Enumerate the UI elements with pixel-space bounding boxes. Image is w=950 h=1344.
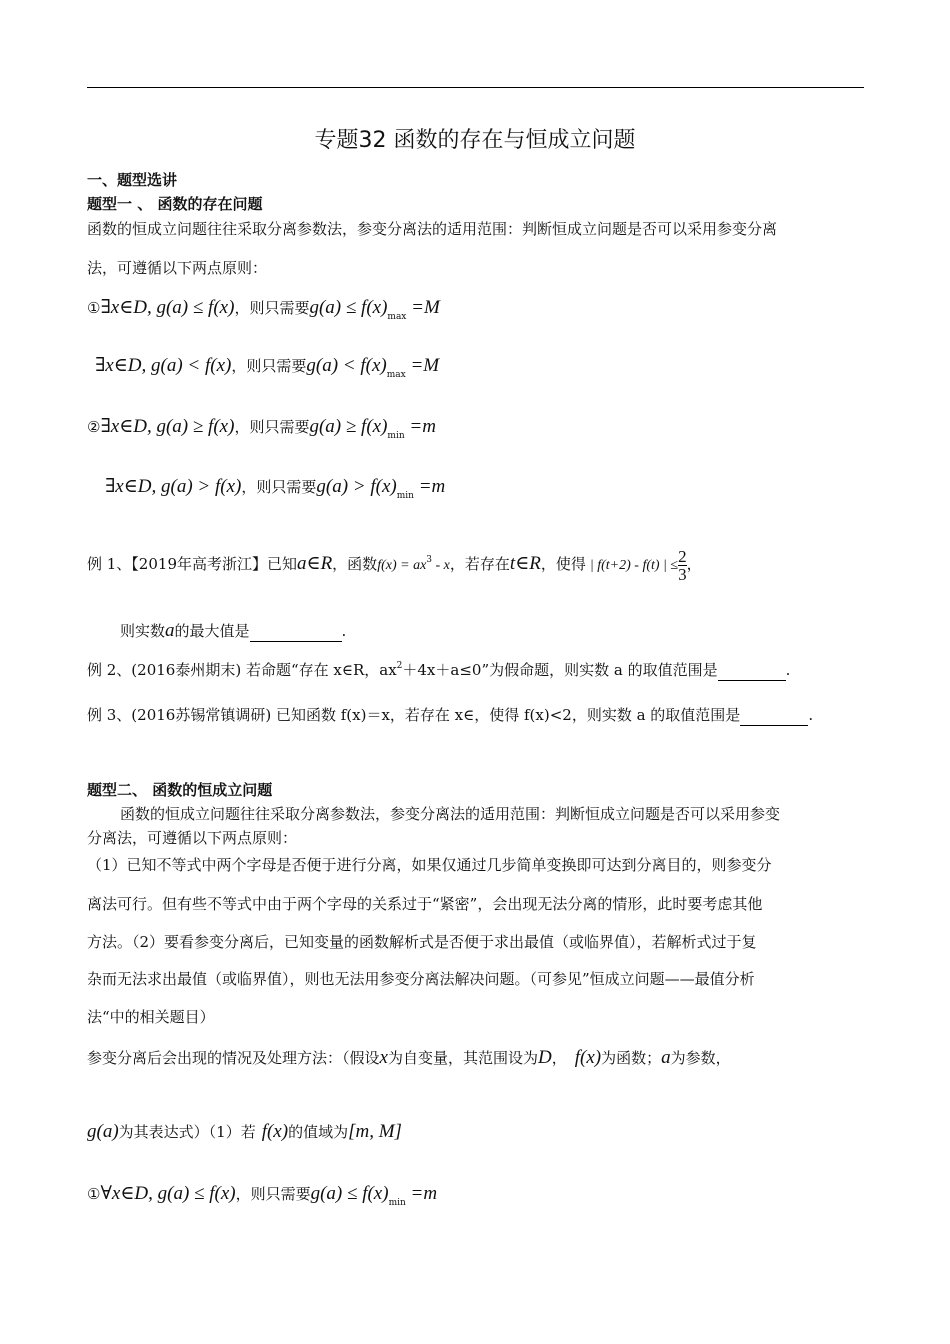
ex3-end: .	[808, 706, 814, 724]
rule-subscript: min	[388, 1198, 406, 1208]
example-2	[87, 656, 790, 681]
rule-text: ，则只需要	[234, 299, 310, 317]
ex1-a-in-r: a∈R	[297, 553, 333, 574]
p8-var-d: D	[537, 1047, 552, 1068]
ex1-function: f(x) = ax	[377, 558, 427, 573]
p8-var-a: a	[661, 1047, 671, 1068]
rule-5	[87, 1180, 437, 1217]
type2-para-line9	[87, 1118, 402, 1146]
rule-subscript: max	[387, 312, 407, 322]
rule-text: ，则只需要	[231, 357, 307, 375]
type2-para-line5: 方法。（2）要看参变分离后，已知变量的函数解析式是否便于求出最值（或临界值），若解析式过于复	[87, 933, 757, 951]
type1-intro-line2: 法，可遵循以下两点原则：	[87, 259, 268, 277]
p8-text-1: 参变分离后会出现的情况及处理方法：（假设	[87, 1049, 380, 1067]
p9-func-fx: f(x)	[261, 1121, 289, 1142]
rule-condition: ∃x∈D, g(a) < f(x)	[95, 355, 232, 376]
ex1-exist-text: ，若存在	[449, 555, 510, 573]
ex1-fraction	[678, 548, 687, 583]
ex1-t-in-r: t∈R	[509, 553, 541, 574]
rule-result: g(a) ≤ f(x)	[309, 297, 388, 318]
rule-condition: ∃x∈D, g(a) ≤ f(x)	[100, 297, 235, 318]
rule-result: g(a) < f(x)	[306, 355, 387, 376]
type2-para-line4: 离法可行。但有些不等式中由于两个字母的关系过于“紧密”，会出现无法分离的情形，此时要考虑其他	[87, 895, 763, 913]
type2-para-line3: （1）已知不等式中两个字母是否便于进行分离，如果仅通过几步简单变换即可达到分离目的，则参变分	[87, 856, 772, 874]
rule-2	[95, 352, 439, 389]
rule-tail: =M	[406, 297, 440, 318]
ex2-end: .	[785, 661, 791, 679]
rule-tail: =m	[404, 416, 436, 437]
rule-text: ，则只需要	[241, 478, 317, 496]
type2-para-line7: 法“中的相关题目）	[87, 1008, 215, 1026]
p8-func-fx: f(x)	[574, 1047, 602, 1068]
p9-text-2: 的值域为	[288, 1123, 349, 1141]
rule-marker: ①	[87, 299, 101, 317]
ex1-line2-end: .	[341, 622, 347, 640]
answer-blank	[250, 621, 342, 642]
ex1-variable: a	[165, 620, 175, 641]
section-heading: 一、题型选讲	[87, 171, 178, 189]
rule-subscript: min	[387, 431, 405, 441]
rule-result: g(a) > f(x)	[316, 476, 397, 497]
fraction-denominator: 3	[678, 564, 687, 584]
p9-range: [m, M]	[348, 1121, 402, 1142]
type2-para-line8	[87, 1044, 731, 1072]
rule-condition: ∃x∈D, g(a) > f(x)	[105, 476, 242, 497]
p8-text-2: 为自变量，其范围设为	[387, 1049, 538, 1067]
rule-tail: =M	[405, 355, 440, 376]
ex2-text: 例 2、(2016泰州期末) 若命题“存在 x∈R，ax	[87, 661, 397, 679]
ex2-text-post: ＋4x＋a≤0”为假命题，则实数 a 的取值范围是	[402, 661, 718, 679]
ex1-func-text: ，函数	[332, 555, 378, 573]
p8-text-3: ，	[551, 1049, 567, 1067]
ex3-text: 例 3、(2016苏锡常镇调研) 已知函数 f(x)＝x，若存在 x∈，使得 f(x)<2，则实数 a 的取值范围是	[87, 706, 741, 724]
example-1-line2	[120, 621, 346, 642]
header-rule	[87, 87, 864, 88]
ex1-func-tail: - x	[432, 558, 450, 573]
rule-tail: =m	[413, 476, 446, 497]
ex1-end-comma: ，	[686, 555, 702, 573]
example-3	[87, 705, 813, 726]
p8-var-x: x	[379, 1047, 388, 1068]
type2-para-line2: 分离法，可遵循以下两点原则：	[87, 829, 298, 847]
rule-text: ，则只需要	[235, 1185, 311, 1203]
rule-tail: =m	[405, 1183, 438, 1204]
type2-para-line6: 杂而无法求出最值（或临界值），则也无法用参变分离法解决问题。（可参见”恒成立问题——最值分析	[87, 970, 755, 988]
example-1	[87, 542, 702, 584]
p9-text-1: 为其表达式）（1）若	[118, 1123, 256, 1141]
rule-result: g(a) ≤ f(x)	[310, 1183, 389, 1204]
type2-heading: 题型二、 函数的恒成立问题	[87, 781, 273, 799]
rule-marker: ②	[87, 418, 101, 436]
answer-blank	[740, 705, 808, 726]
answer-blank	[718, 660, 786, 681]
ex1-label: 例 1、【2019年高考浙江】已知	[87, 555, 297, 573]
p8-text-5: 为参数，	[670, 1049, 731, 1067]
rule-condition: ∃x∈D, g(a) ≥ f(x)	[100, 416, 235, 437]
rule-marker: ①	[87, 1185, 101, 1203]
ex1-line2-post: 的最大值是	[174, 622, 250, 640]
type1-heading: 题型一 、 函数的存在问题	[87, 195, 263, 213]
ex1-make-text: ，使得	[540, 555, 586, 573]
rule-condition: ∀x∈D, g(a) ≤ f(x)	[100, 1183, 236, 1204]
ex1-func-exponent: 3	[426, 555, 433, 565]
rule-subscript: min	[396, 491, 414, 501]
p9-func-ga: g(a)	[87, 1121, 119, 1142]
type2-para-line1: 函数的恒成立问题往往采取分离参数法，参变分离法的适用范围：判断恒成立问题是否可以采用参变	[120, 805, 781, 823]
fraction-numerator: 2	[678, 546, 687, 566]
page-title: 专题32 函数的存在与恒成立问题	[314, 128, 636, 153]
rule-4	[105, 473, 445, 510]
rule-result: g(a) ≥ f(x)	[309, 416, 388, 437]
rule-subscript: max	[386, 370, 406, 380]
ex1-abs-expression: | f(t+2) - f(t) | ≤	[589, 558, 679, 573]
ex2-superscript: 2	[396, 661, 403, 671]
rule-text: ，则只需要	[234, 418, 310, 436]
ex1-line2-pre: 则实数	[120, 622, 166, 640]
type1-intro-line1: 函数的恒成立问题往往采取分离参数法，参变分离法的适用范围：判断恒成立问题是否可以采用参变分离	[87, 220, 778, 238]
rule-3	[87, 413, 436, 450]
p8-text-4: 为函数；	[601, 1049, 662, 1067]
rule-1	[87, 294, 440, 331]
